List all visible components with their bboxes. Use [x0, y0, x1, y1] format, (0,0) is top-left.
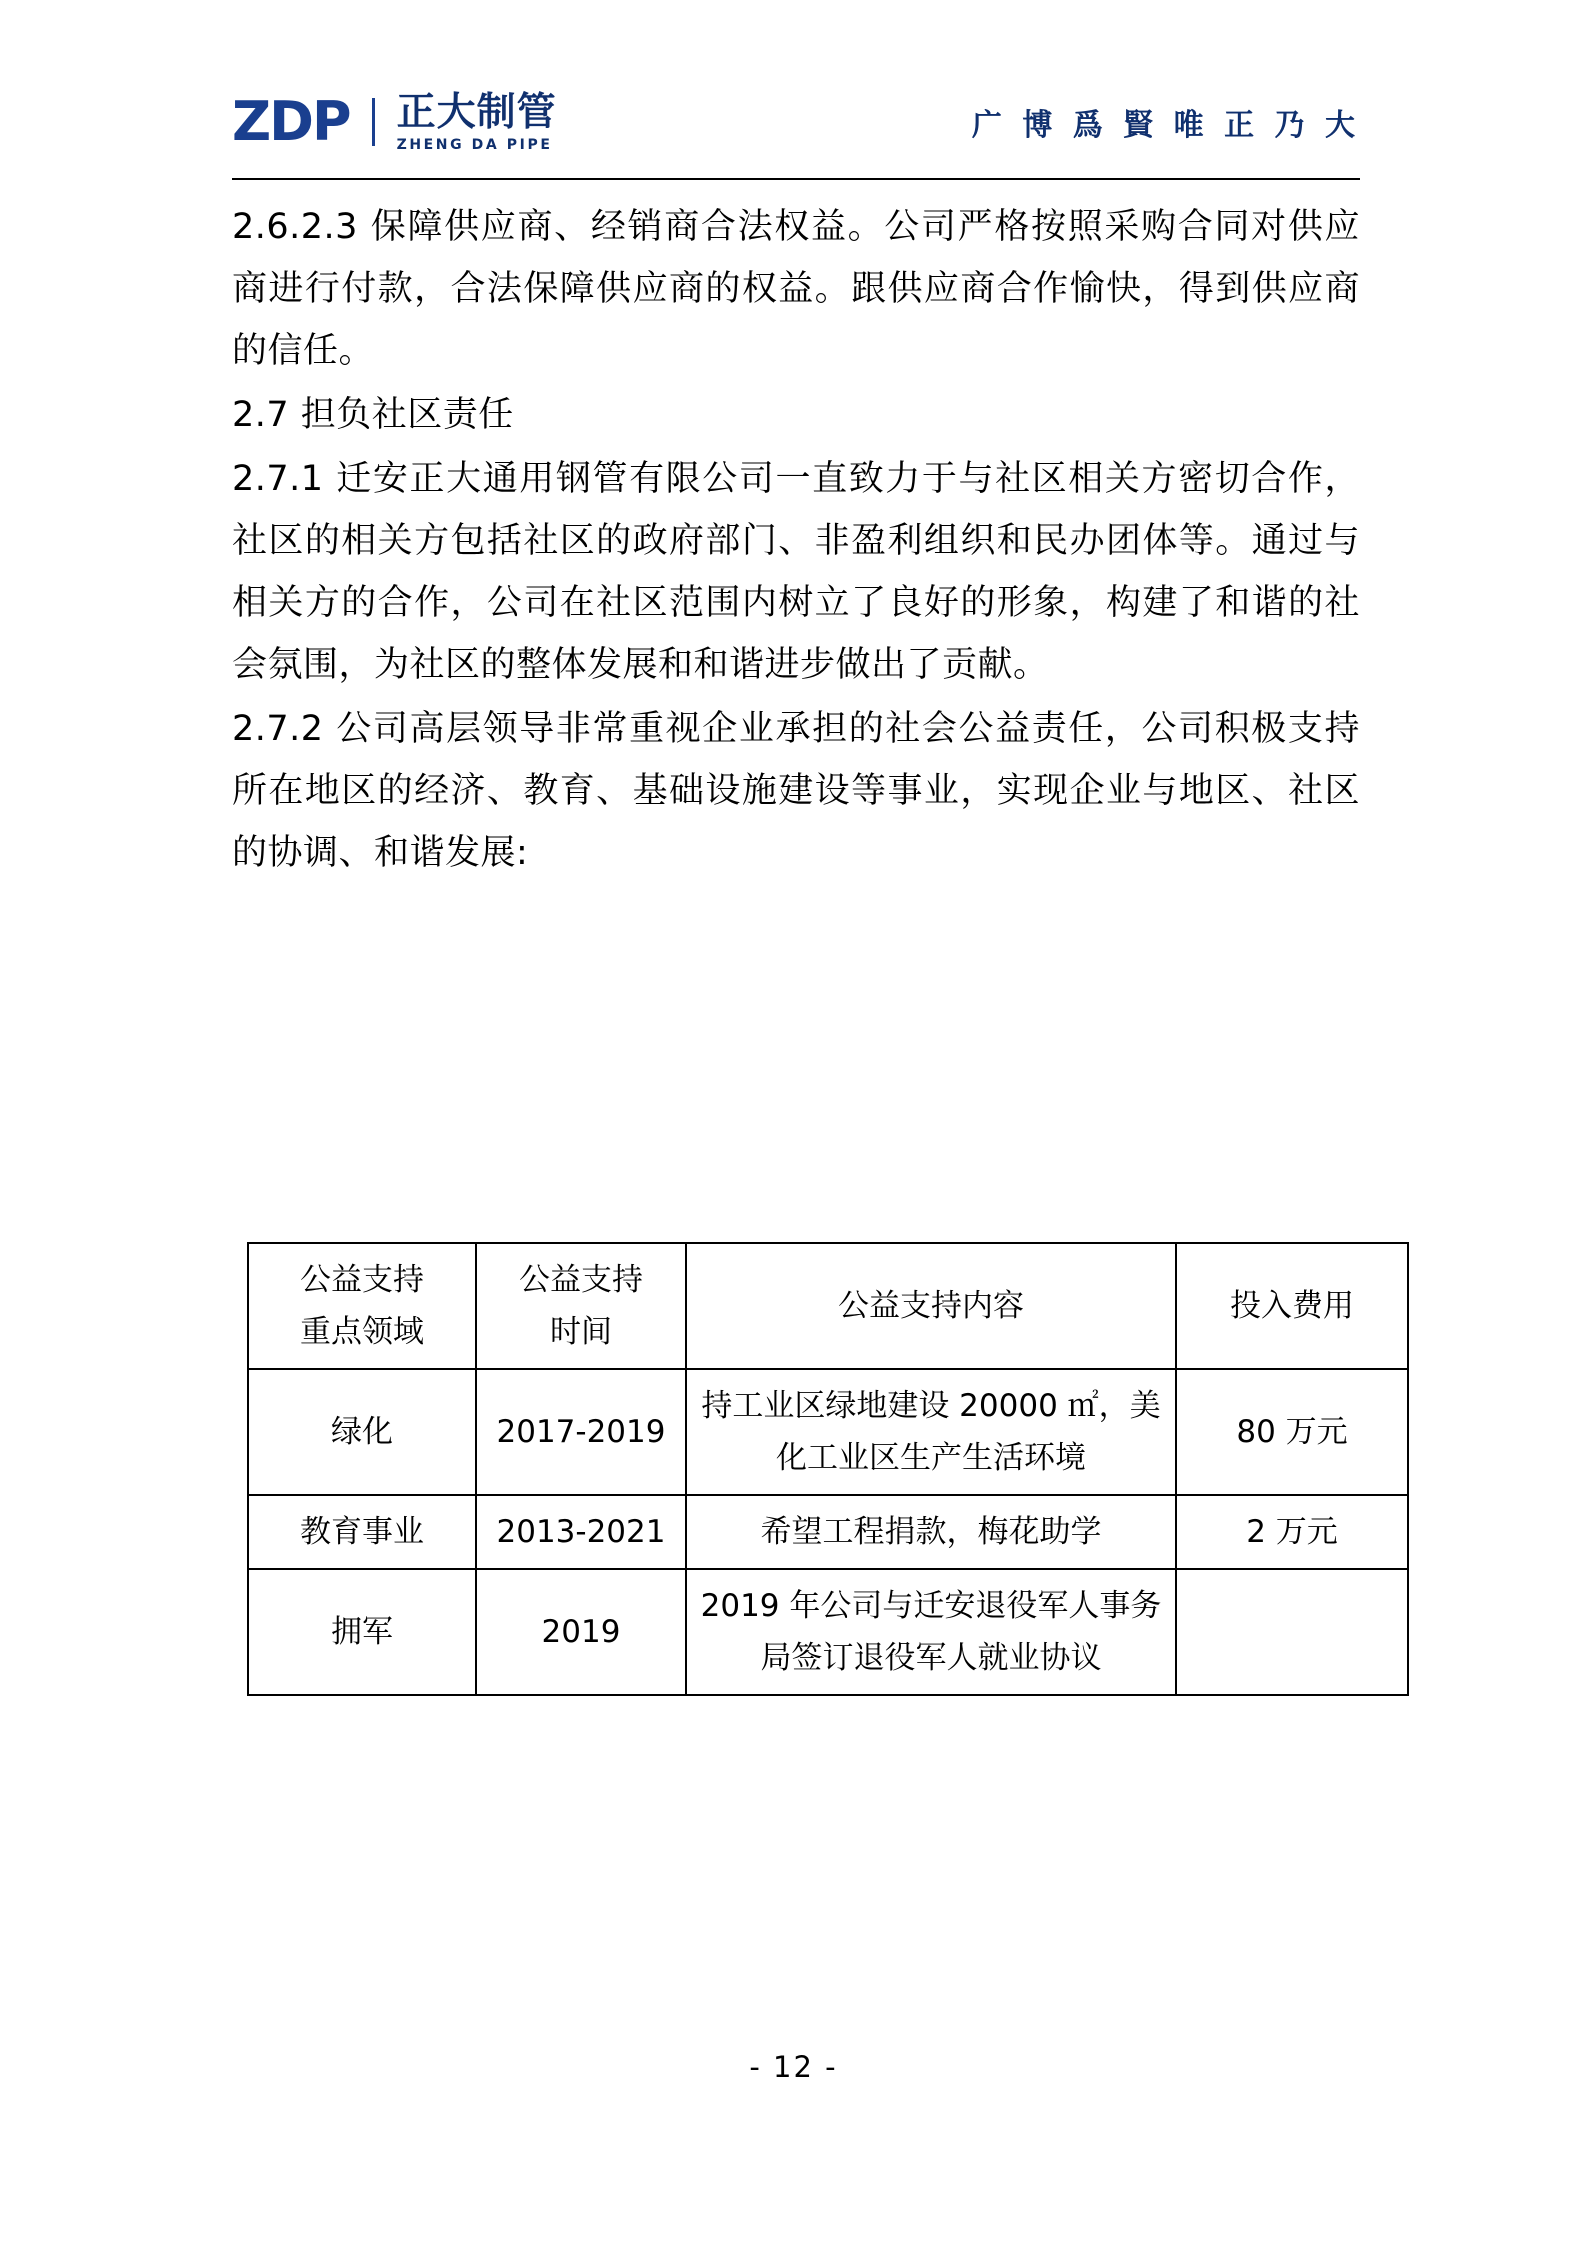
document-body: [232, 196, 1360, 886]
heading-2-7: 2.7 担负社区责任: [232, 395, 514, 435]
logo-pinyin: ZHENG DA PIPE: [396, 136, 553, 153]
table-header-time-line1: 公益支持: [519, 1262, 643, 1298]
paragraph-2-7-2: 2.7.2 公司高层领导非常重视企业承担的社会公益责任，公司积极支持所在地区的经济、教育、基础设施建设等事业，实现企业与地区、社区的协调、和谐发展:: [232, 709, 1360, 873]
header-divider-line: [232, 178, 1360, 180]
table-row: [248, 1369, 1408, 1495]
cell-time: 2013-2021: [476, 1495, 686, 1569]
logo-chinese-name: 正大制管: [396, 89, 557, 135]
table-row: [248, 1495, 1408, 1569]
paragraph-2-6-2-3: 2.6.2.3 保障供应商、经销商合法权益。公司严格按照采购合同对供应商进行付款，合法保障供应商的权益。跟供应商合作愉快，得到供应商的信任。: [232, 207, 1360, 371]
cell-content: 希望工程捐款，梅花助学: [686, 1495, 1176, 1569]
cell-cost: [1176, 1569, 1408, 1695]
cell-field: 拥军: [248, 1569, 476, 1695]
cell-cost: 80 万元: [1176, 1369, 1408, 1495]
logo-divider: [372, 98, 375, 146]
table-header-content: 公益支持内容: [686, 1243, 1176, 1369]
cell-content: 持工业区绿地建设 20000 ㎡，美化工业区生产生活环境: [686, 1369, 1176, 1495]
table-header-time: [476, 1243, 686, 1369]
table-header-field-line2: 重点领域: [300, 1314, 424, 1350]
page-footer: - 12 -: [749, 2050, 838, 2084]
cell-cost: 2 万元: [1176, 1495, 1408, 1569]
cell-field: 绿化: [248, 1369, 476, 1495]
company-slogan: 广 博 爲 賢 唯 正 乃 大: [971, 108, 1360, 143]
public-welfare-table-wrap: [247, 1242, 1407, 1696]
public-welfare-table: [247, 1242, 1409, 1696]
table-header-cost: 投入费用: [1176, 1243, 1408, 1369]
cell-time: 2019: [476, 1569, 686, 1695]
logo-chinese-block: [396, 89, 557, 153]
table-row: [248, 1569, 1408, 1695]
cell-time: 2017-2019: [476, 1369, 686, 1495]
table-header-field: [248, 1243, 476, 1369]
company-logo: [232, 89, 557, 153]
cell-field: 教育事业: [248, 1495, 476, 1569]
logo-latin-text: ZDP: [232, 90, 350, 153]
paragraph-2-7-1: 2.7.1 迁安正大通用钢管有限公司一直致力于与社区相关方密切合作，社区的相关方包括社区的政府部门、非盈利组织和民办团体等。通过与相关方的合作，公司在社区范围内树立了良好的形象，构建了和谐的社会氛围，为社区的整体发展和和谐进步做出了贡献。: [232, 459, 1360, 685]
table-header-row: [248, 1243, 1408, 1369]
table-header-time-line2: 时间: [550, 1314, 612, 1350]
page-header: [232, 78, 1360, 166]
cell-content: 2019 年公司与迁安退役军人事务局签订退役军人就业协议: [686, 1569, 1176, 1695]
table-header-field-line1: 公益支持: [300, 1262, 424, 1298]
